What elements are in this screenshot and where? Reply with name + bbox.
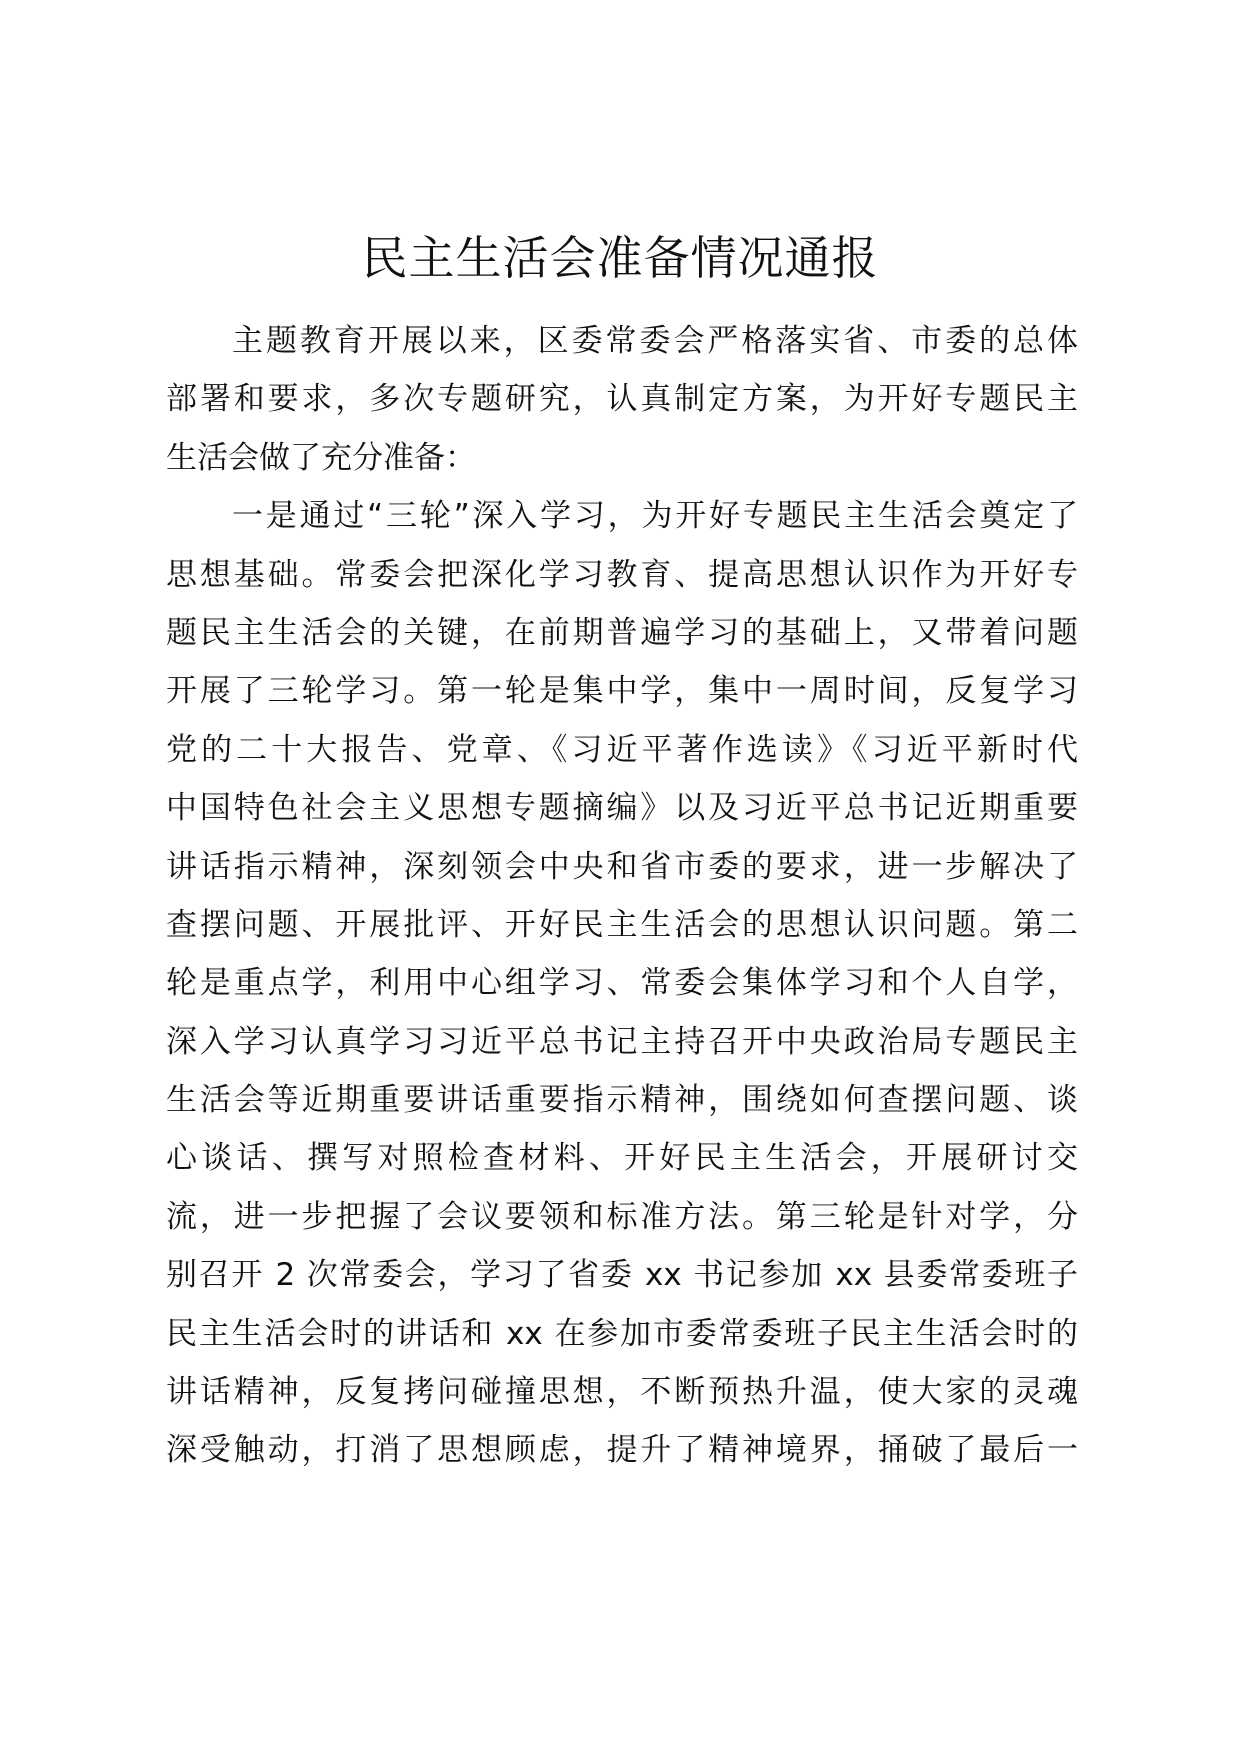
body-text-line: 开展了三轮学习。第一轮是集中学，集中一周时间，反复学习 [166,673,1078,710]
body-text-line: 查摆问题、开展批评、开好民主生活会的思想认识问题。第二 [166,906,1078,943]
body-text-line: 主题教育开展以来，区委常委会严格落实省、市委的总体 [232,323,1078,359]
body-text-line: 民主生活会时的讲话和 xx 在参加市委常委班子民主生活会时的 [166,1315,1078,1352]
body-text-line: 讲话精神，反复拷问碰撞思想，不断预热升温，使大家的灵魂 [166,1374,1078,1411]
body-text-line: 一是通过“三轮”深入学习，为开好专题民主生活会奠定了 [232,498,1078,535]
body-text-line: 深受触动，打消了思想顾虑，提升了精神境界，捅破了最后一 [166,1432,1078,1469]
body-text-line: 讲话指示精神，深刻领会中央和省市委的要求，进一步解决了 [166,848,1078,885]
body-text-line: 题民主生活会的关键，在前期普遍学习的基础上，又带着问题 [166,614,1078,651]
body-text-line: 深入学习认真学习习近平总书记主持召开中央政治局专题民主 [166,1023,1078,1060]
body-text-line: 中国特色社会主义思想专题摘编》以及习近平总书记近期重要 [166,790,1078,827]
body-text-line: 生活会等近期重要讲话重要指示精神，围绕如何查摆问题、谈 [166,1082,1078,1119]
body-text-line: 生活会做了充分准备： [166,439,476,476]
document-body [166,312,1078,1480]
body-text-line: 部署和要求，多次专题研究，认真制定方案，为开好专题民主 [166,381,1078,418]
body-text-line: 轮是重点学，利用中心组学习、常委会集体学习和个人自学， [166,965,1078,1002]
body-text-line: 党的二十大报告、党章、《习近平著作选读》《习近平新时代 [166,731,1078,768]
body-text-line: 思想基础。常委会把深化学习教育、提高思想认识作为开好专 [166,556,1078,593]
document-title: 民主生活会准备情况通报 [361,231,879,285]
body-text-line: 别召开 2 次常委会，学习了省委 xx 书记参加 xx 县委常委班子 [166,1257,1078,1294]
body-text-line: 心谈话、撰写对照检查材料、开好民主生活会，开展研讨交 [166,1140,1078,1177]
body-text-line: 流，进一步把握了会议要领和标准方法。第三轮是针对学，分 [166,1198,1078,1235]
